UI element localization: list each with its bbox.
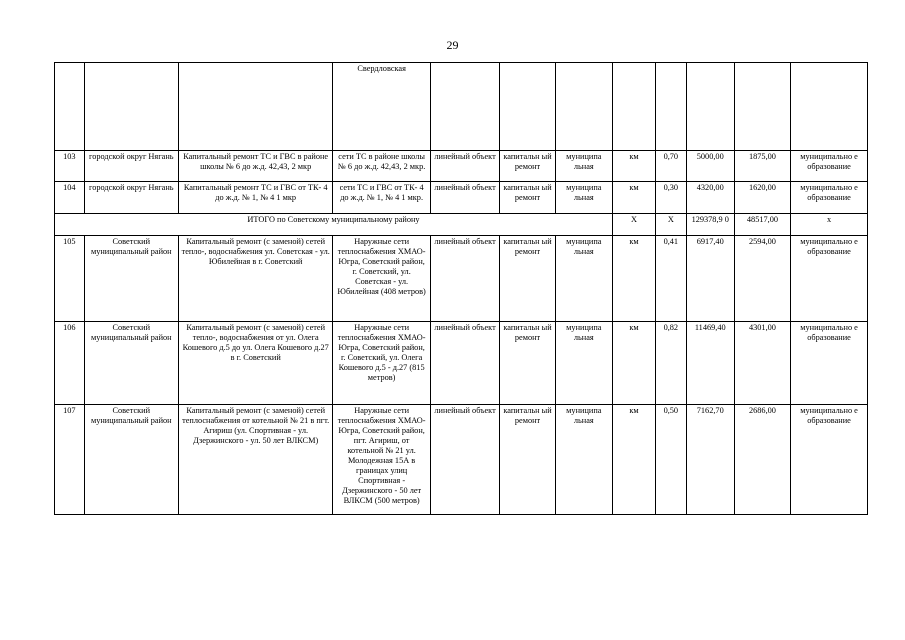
cell-num: 105: [55, 236, 85, 322]
cell-object-type: линейный объект: [430, 405, 500, 515]
cell: [500, 63, 555, 151]
cell-location: сети ТС в районе школы № 6 до ж.д. 42,43, 2 мкр.: [333, 151, 430, 182]
cell-name: Капитальный ремонт (с заменой) сетей тепло-, водоснабжения ул. Советская - ул. Юбилейная в г. Советский: [178, 236, 333, 322]
cell: [791, 63, 868, 151]
table-row: [55, 63, 868, 151]
cell-cost-total: 6917,40: [686, 236, 734, 322]
cell-object-type: линейный объект: [430, 236, 500, 322]
total-row: [55, 214, 868, 236]
cell-ownership: муниципа льная: [555, 236, 612, 322]
total-x1: X: [612, 214, 655, 236]
cell-ownership: муниципа льная: [555, 405, 612, 515]
table-row: [55, 236, 868, 322]
cell-work-type: капитальн ый ремонт: [500, 151, 555, 182]
cell: [55, 63, 85, 151]
cell: [430, 63, 500, 151]
cell-length: 0,70: [655, 151, 686, 182]
total-cost-total: 129378,9 0: [686, 214, 734, 236]
cell-ownership: муниципа льная: [555, 151, 612, 182]
cell-name: Капитальный ремонт ТС и ГВС от ТК- 4 до ж.д. № 1, № 4 1 мкр: [178, 182, 333, 214]
cell-location: Наружные сети теплоснабжения ХМАО-Югра, Советский район, г. Советский, ул. Олега Кошевого д.5 - д.27 (815 метров): [333, 322, 430, 405]
cell-owner: муниципально е образование: [791, 151, 868, 182]
cell-num: 104: [55, 182, 85, 214]
table-row: [55, 182, 868, 214]
cell-unit: км: [612, 322, 655, 405]
cell-municipality: Советский муниципальный район: [84, 322, 178, 405]
cell-cost-total: 5000,00: [686, 151, 734, 182]
cell-owner: муниципально е образование: [791, 322, 868, 405]
cell-cost-2: 4301,00: [734, 322, 790, 405]
cell-unit: км: [612, 151, 655, 182]
page-number: 29: [446, 38, 459, 52]
cell-location: Наружные сети теплоснабжения ХМАО-Югра, Советский район, г. Советский, ул. Советская - ул. Юбилейная (408 метров): [333, 236, 430, 322]
cell-length: 0,82: [655, 322, 686, 405]
cell: [612, 63, 655, 151]
cell-object-type: линейный объект: [430, 322, 500, 405]
cell-municipality: городской округ Нягань: [84, 182, 178, 214]
cell: [555, 63, 612, 151]
cell-work-type: капитальн ый ремонт: [500, 236, 555, 322]
cell-work-type: капитальн ый ремонт: [500, 322, 555, 405]
total-x2: X: [655, 214, 686, 236]
cell-municipality: городской округ Нягань: [84, 151, 178, 182]
cell-cost-2: 2686,00: [734, 405, 790, 515]
projects-table: [54, 62, 868, 515]
cell-object-type: линейный объект: [430, 151, 500, 182]
cell-location: Свердловская: [333, 63, 430, 151]
cell-length: 0,50: [655, 405, 686, 515]
cell-name: Капитальный ремонт (с заменой) сетей тепло-, водоснабжения от ул. Олега Кошевого д.5 до ул. Олега Кошевого д.27 в г. Советский: [178, 322, 333, 405]
table-row: [55, 151, 868, 182]
cell-owner: муниципально е образование: [791, 236, 868, 322]
cell: [734, 63, 790, 151]
total-owner: х: [791, 214, 868, 236]
cell-work-type: капитальн ый ремонт: [500, 182, 555, 214]
total-label: ИТОГО по Советскому муниципальному району: [55, 214, 613, 236]
cell-work-type: капитальн ый ремонт: [500, 405, 555, 515]
cell-name: Капитальный ремонт ТС и ГВС в районе школы № 6 до ж.д. 42,43, 2 мкр: [178, 151, 333, 182]
cell-cost-2: 1875,00: [734, 151, 790, 182]
cell-ownership: муниципа льная: [555, 322, 612, 405]
cell-unit: км: [612, 405, 655, 515]
cell-object-type: линейный объект: [430, 182, 500, 214]
cell-name: Капитальный ремонт (с заменой) сетей теплоснабжения от котельной № 21 в пгт. Агириш (ул. Спортивная - ул. Дзержинского - ул. 50 лет ВЛКСМ): [178, 405, 333, 515]
cell-ownership: муниципа льная: [555, 182, 612, 214]
cell: [686, 63, 734, 151]
cell-unit: км: [612, 236, 655, 322]
cell-owner: муниципально е образование: [791, 182, 868, 214]
cell-cost-2: 2594,00: [734, 236, 790, 322]
table-row: [55, 405, 868, 515]
cell-municipality: Советский муниципальный район: [84, 405, 178, 515]
cell-unit: км: [612, 182, 655, 214]
cell-location: сети ТС и ГВС от ТК- 4 до ж.д. № 1, № 4 1 мкр.: [333, 182, 430, 214]
cell: [84, 63, 178, 151]
cell-cost-total: 7162,70: [686, 405, 734, 515]
cell-cost-total: 11469,40: [686, 322, 734, 405]
cell-location: Наружные сети теплоснабжения ХМАО-Югра, Советский район, пгт. Агириш, от котельной № 21 ул. Молодежная 15А в границах улиц Спортивная - Дзержинского - 50 лет ВЛКСМ (500 метров): [333, 405, 430, 515]
cell-cost-total: 4320,00: [686, 182, 734, 214]
cell-cost-2: 1620,00: [734, 182, 790, 214]
cell: [178, 63, 333, 151]
cell-length: 0,30: [655, 182, 686, 214]
table-row: [55, 322, 868, 405]
cell-municipality: Советский муниципальный район: [84, 236, 178, 322]
cell-num: 107: [55, 405, 85, 515]
cell-num: 103: [55, 151, 85, 182]
cell-length: 0,41: [655, 236, 686, 322]
total-cost-2: 48517,00: [734, 214, 790, 236]
cell-num: 106: [55, 322, 85, 405]
cell: [655, 63, 686, 151]
cell-owner: муниципально е образование: [791, 405, 868, 515]
